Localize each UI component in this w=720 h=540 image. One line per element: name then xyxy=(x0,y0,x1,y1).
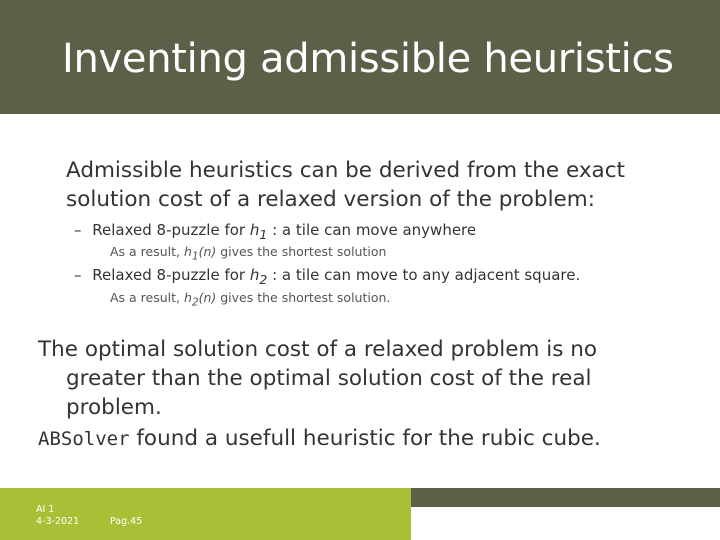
statement-line-3: problem. xyxy=(66,395,162,420)
relaxed-statement xyxy=(38,335,698,422)
absolver-code: ABSolver xyxy=(38,428,130,450)
heuristic-var: h xyxy=(249,221,260,239)
slide-title: Inventing admissible heuristics xyxy=(62,36,674,82)
footer-dark-bar xyxy=(411,488,720,507)
footer-course: AI 1 xyxy=(36,504,55,515)
bullet-h1 xyxy=(74,221,476,242)
bullet-dash: – xyxy=(74,221,82,239)
bullet-dash: – xyxy=(74,266,82,284)
statement-line-2: greater than the optimal solution cost of the real xyxy=(66,366,592,391)
absolver-statement xyxy=(38,424,708,454)
bullet-rest: : a tile can move to any adjacent square. xyxy=(272,266,581,284)
heuristic-sub: 2 xyxy=(259,272,268,287)
note-prefix: As a result, xyxy=(110,290,181,305)
bullet-h2 xyxy=(74,266,580,287)
footer-date: 4-3-2021 xyxy=(36,516,80,527)
footer-page: Pag.45 xyxy=(110,516,143,527)
note-sub: 1 xyxy=(191,250,199,263)
bullet-prefix: Relaxed 8-puzzle for xyxy=(92,266,246,284)
bullet-rest: : a tile can move anywhere xyxy=(272,221,477,239)
note-rest: gives the shortest solution. xyxy=(220,290,391,305)
intro-paragraph: Admissible heuristics can be derived from the exact solution cost of a relaxed version of the problem: xyxy=(66,158,625,212)
bullet-prefix: Relaxed 8-puzzle for xyxy=(92,221,246,239)
absolver-rest: found a usefull heuristic for the rubic cube. xyxy=(136,426,601,451)
heuristic-var: h xyxy=(249,266,260,284)
note-sub: 2 xyxy=(191,296,199,309)
footer-course-date xyxy=(36,504,79,528)
heuristic-sub: 1 xyxy=(259,227,268,242)
note-h1 xyxy=(110,244,386,263)
note-var: h xyxy=(184,244,192,259)
note-arg: (n) xyxy=(198,244,217,259)
note-prefix: As a result, xyxy=(110,244,181,259)
note-arg: (n) xyxy=(198,290,217,305)
note-h2 xyxy=(110,290,390,309)
note-var: h xyxy=(184,290,192,305)
statement-line-1: The optimal solution cost of a relaxed problem is no xyxy=(38,337,598,362)
note-rest: gives the shortest solution xyxy=(220,244,387,259)
